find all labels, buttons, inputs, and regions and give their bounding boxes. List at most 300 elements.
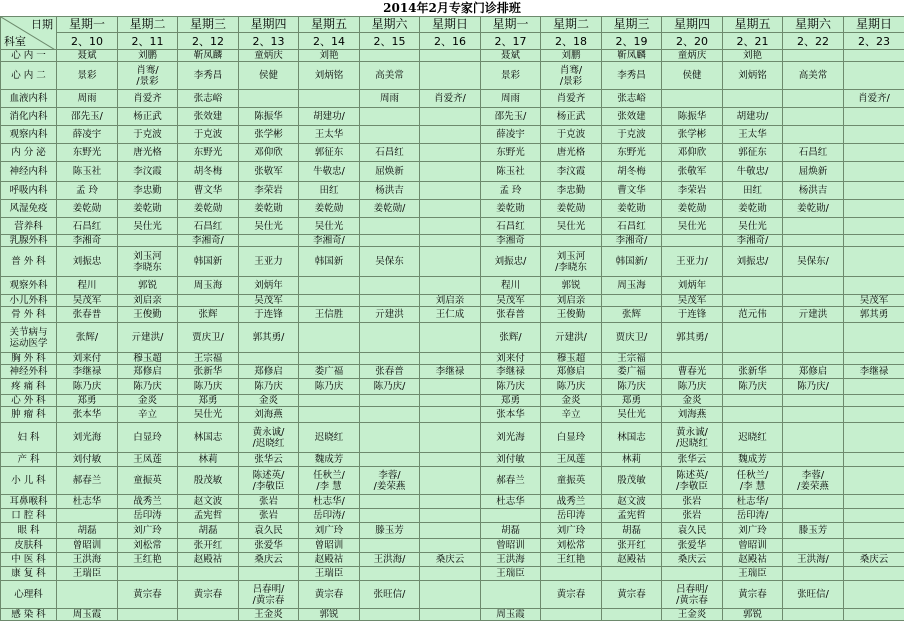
doctor-cell xyxy=(299,277,360,295)
doctor-name: 林莉 xyxy=(178,454,238,465)
doctor-name: 王洪海/ xyxy=(783,554,843,565)
doctor-cell xyxy=(299,581,360,609)
doctor-cell xyxy=(178,353,239,365)
doctor-cell xyxy=(783,50,844,62)
doctor-cell xyxy=(178,323,239,353)
doctor-cell xyxy=(239,108,299,126)
doctor-name: 王太华 xyxy=(299,129,359,140)
doctor-cell xyxy=(57,495,118,509)
doctor-cell xyxy=(783,295,844,307)
doctor-name: 郭其勇 xyxy=(844,309,904,320)
doctor-name: 刘广玲 xyxy=(299,525,359,536)
doctor-name: 刘付敏 xyxy=(481,454,540,465)
doctor-cell xyxy=(541,395,602,407)
doctor-cell xyxy=(239,567,299,581)
doctor-name: 陈玉社 xyxy=(481,166,540,177)
schedule-row xyxy=(1,323,904,353)
doctor-cell xyxy=(481,567,541,581)
doctor-name: 王太华 xyxy=(723,129,782,140)
department-name-cell xyxy=(1,323,57,353)
doctor-name: 王瑞臣 xyxy=(481,568,540,579)
doctor-name: 牛敬忠/ xyxy=(723,166,782,177)
doctor-cell xyxy=(662,235,723,247)
doctor-cell xyxy=(360,144,420,162)
doctor-name: 李忠勤 xyxy=(118,185,177,196)
doctor-name: 童振英 xyxy=(118,475,177,486)
department-name-cell xyxy=(1,467,57,495)
doctor-cell xyxy=(57,295,118,307)
doctor-cell xyxy=(299,539,360,553)
doctor-name: 赵殿祜 xyxy=(299,554,359,565)
doctor-cell xyxy=(481,467,541,495)
doctor-cell xyxy=(420,495,481,509)
doctor-cell xyxy=(723,50,783,62)
doctor-name: 童振英 xyxy=(541,475,601,486)
schedule-row xyxy=(1,495,904,509)
doctor-cell xyxy=(541,509,602,523)
doctor-cell xyxy=(57,365,118,379)
doctor-cell xyxy=(118,277,178,295)
doctor-name: 辛立 xyxy=(541,409,601,420)
doctor-cell xyxy=(844,126,904,144)
schedule-row xyxy=(1,235,904,247)
doctor-name: 于克波 xyxy=(602,129,661,140)
doctor-name: 赵文波 xyxy=(178,496,238,507)
schedule-row xyxy=(1,467,904,495)
doctor-cell xyxy=(299,144,360,162)
doctor-cell xyxy=(360,553,420,567)
doctor-name: 张辉/ xyxy=(481,332,540,343)
department-name-cell xyxy=(1,247,57,277)
doctor-name: 王洪海 xyxy=(481,554,540,565)
doctor-cell xyxy=(723,423,783,453)
date-header-cell: 2、12 xyxy=(178,33,239,50)
doctor-cell xyxy=(118,200,178,218)
doctor-cell xyxy=(57,162,118,182)
doctor-cell xyxy=(844,353,904,365)
doctor-name: 邓仰欣 xyxy=(239,147,298,158)
doctor-name: 林国志 xyxy=(178,432,238,443)
doctor-name: 刘付敏 xyxy=(57,454,117,465)
doctor-cell xyxy=(602,182,662,200)
doctor-name: 刘鹏 xyxy=(118,50,177,61)
doctor-cell xyxy=(299,182,360,200)
doctor-cell xyxy=(662,581,723,609)
doctor-cell xyxy=(481,407,541,423)
doctor-cell xyxy=(844,235,904,247)
weekday-header-cell: 星期日 xyxy=(844,17,904,33)
doctor-name: 黄宗春 xyxy=(299,589,359,600)
doctor-cell xyxy=(602,365,662,379)
doctor-cell xyxy=(783,407,844,423)
doctor-name: 吕春明/ /黄宗春 xyxy=(239,584,298,606)
doctor-cell xyxy=(783,162,844,182)
doctor-cell xyxy=(178,509,239,523)
doctor-cell xyxy=(844,162,904,182)
date-header-cell: 2、11 xyxy=(118,33,178,50)
doctor-cell xyxy=(299,90,360,108)
doctor-cell xyxy=(541,247,602,277)
doctor-name: 张旺信/ xyxy=(783,589,843,600)
doctor-cell xyxy=(299,235,360,247)
doctor-cell xyxy=(723,365,783,379)
doctor-cell xyxy=(602,353,662,365)
doctor-name: 战秀兰 xyxy=(118,496,177,507)
doctor-cell xyxy=(118,182,178,200)
doctor-cell xyxy=(178,467,239,495)
doctor-name: 任秋兰/ /李 慧 xyxy=(299,470,359,492)
doctor-name: 于克波 xyxy=(178,129,238,140)
page-title: 2014年2月专家门诊排班 xyxy=(0,0,904,16)
doctor-cell xyxy=(57,581,118,609)
doctor-cell xyxy=(481,247,541,277)
doctor-cell xyxy=(360,182,420,200)
doctor-cell xyxy=(420,553,481,567)
doctor-cell xyxy=(57,567,118,581)
doctor-cell xyxy=(178,453,239,467)
doctor-cell xyxy=(481,144,541,162)
doctor-name: 岳印涛 xyxy=(541,510,601,521)
department-name-cell xyxy=(1,62,57,90)
doctor-cell xyxy=(481,379,541,395)
schedule-row xyxy=(1,200,904,218)
department-name-cell xyxy=(1,108,57,126)
schedule-row xyxy=(1,307,904,323)
doctor-name: 吴仕光 xyxy=(723,221,782,232)
doctor-cell xyxy=(844,277,904,295)
doctor-cell xyxy=(602,509,662,523)
doctor-cell xyxy=(118,379,178,395)
date-header-cell: 2、21 xyxy=(723,33,783,50)
corner-date-label: 日期 xyxy=(31,19,53,30)
doctor-cell xyxy=(178,307,239,323)
doctor-name: 刘松常 xyxy=(118,540,177,551)
doctor-name: 曾昭训 xyxy=(57,540,117,551)
doctor-cell xyxy=(844,295,904,307)
department-name: 风湿免疫 xyxy=(3,203,54,214)
doctor-cell xyxy=(541,62,602,90)
doctor-name: 陈乃庆/ xyxy=(360,381,419,392)
doctor-name: 刘光海 xyxy=(481,432,540,443)
doctor-name: 岳印涛/ xyxy=(299,510,359,521)
doctor-name: 周玉霞 xyxy=(57,609,117,620)
doctor-cell xyxy=(723,323,783,353)
doctor-name: 郭锐 xyxy=(299,609,359,620)
doctor-name: 刘启亲 xyxy=(541,295,601,306)
doctor-cell xyxy=(783,62,844,90)
doctor-cell xyxy=(118,353,178,365)
doctor-cell xyxy=(239,365,299,379)
doctor-cell xyxy=(420,62,481,90)
doctor-name: 李汶霞 xyxy=(541,166,601,177)
doctor-cell xyxy=(420,295,481,307)
doctor-name: 王凤莲 xyxy=(541,454,601,465)
doctor-name: 刘广玲 xyxy=(541,525,601,536)
doctor-cell xyxy=(481,126,541,144)
doctor-name: 邓仰欣 xyxy=(662,147,722,158)
doctor-cell xyxy=(239,467,299,495)
doctor-cell xyxy=(723,539,783,553)
doctor-cell xyxy=(844,567,904,581)
doctor-name: 刘海燕 xyxy=(239,409,298,420)
doctor-cell xyxy=(602,295,662,307)
doctor-name: 林国志 xyxy=(602,432,661,443)
doctor-cell xyxy=(602,307,662,323)
doctor-cell xyxy=(723,467,783,495)
doctor-name: 李湘奇/ xyxy=(299,235,359,246)
doctor-name: 郭其勇/ xyxy=(239,332,298,343)
doctor-cell xyxy=(602,218,662,235)
doctor-cell xyxy=(783,567,844,581)
doctor-name: 胡磊 xyxy=(602,525,661,536)
doctor-cell xyxy=(360,108,420,126)
doctor-cell xyxy=(541,182,602,200)
doctor-cell xyxy=(420,108,481,126)
doctor-cell xyxy=(299,467,360,495)
doctor-cell xyxy=(360,509,420,523)
doctor-cell xyxy=(118,295,178,307)
doctor-cell xyxy=(844,218,904,235)
doctor-name: 张辉 xyxy=(602,309,661,320)
doctor-cell xyxy=(602,247,662,277)
doctor-name: 陈乃庆 xyxy=(723,381,782,392)
doctor-cell xyxy=(541,235,602,247)
doctor-name: 郑修启 xyxy=(541,366,601,377)
doctor-cell xyxy=(541,553,602,567)
doctor-name: 姜乾勋/ xyxy=(783,203,843,214)
doctor-name: 张学彬 xyxy=(662,129,722,140)
department-name: 神经外科 xyxy=(3,366,54,377)
doctor-cell xyxy=(783,423,844,453)
doctor-name: 张辉 xyxy=(178,309,238,320)
doctor-cell xyxy=(118,423,178,453)
doctor-name: 黄宗春 xyxy=(178,589,238,600)
doctor-cell xyxy=(178,553,239,567)
doctor-cell xyxy=(118,567,178,581)
doctor-cell xyxy=(360,407,420,423)
doctor-cell xyxy=(723,553,783,567)
doctor-cell xyxy=(783,235,844,247)
doctor-cell xyxy=(541,90,602,108)
doctor-cell xyxy=(299,553,360,567)
doctor-name: 肖爱齐 xyxy=(118,93,177,104)
schedule-row xyxy=(1,379,904,395)
doctor-name: 黄宗春 xyxy=(541,589,601,600)
department-name: 心 内 二 xyxy=(3,70,54,81)
doctor-cell xyxy=(783,90,844,108)
doctor-name: 王洪海 xyxy=(57,554,117,565)
doctor-cell xyxy=(662,509,723,523)
doctor-name: 肖爱齐/ xyxy=(420,93,480,104)
doctor-cell xyxy=(783,453,844,467)
date-header-cell: 2、10 xyxy=(57,33,118,50)
doctor-name: 张敬军 xyxy=(239,166,298,177)
doctor-name: 姜乾勋 xyxy=(541,203,601,214)
doctor-name: 胡磊 xyxy=(481,525,540,536)
department-name: 观察外科 xyxy=(3,280,54,291)
doctor-cell xyxy=(178,218,239,235)
schedule-row xyxy=(1,126,904,144)
doctor-cell xyxy=(783,467,844,495)
doctor-cell xyxy=(118,235,178,247)
doctor-name: 邵先玉/ xyxy=(57,111,117,122)
doctor-name: 靳凤麟 xyxy=(602,50,661,61)
doctor-cell xyxy=(360,467,420,495)
doctor-cell xyxy=(541,453,602,467)
doctor-name: 吴仕光 xyxy=(602,409,661,420)
doctor-cell xyxy=(420,523,481,539)
doctor-name: 周雨 xyxy=(360,93,419,104)
department-name-cell xyxy=(1,277,57,295)
doctor-name: 王红艳 xyxy=(541,554,601,565)
date-header-cell: 2、19 xyxy=(602,33,662,50)
doctor-cell xyxy=(602,539,662,553)
doctor-name: 周雨 xyxy=(57,93,117,104)
doctor-name: 李蓉/ /姜荣燕 xyxy=(783,470,843,492)
doctor-cell xyxy=(662,379,723,395)
doctor-cell xyxy=(723,182,783,200)
doctor-name: 高美常 xyxy=(360,70,419,81)
doctor-cell xyxy=(118,62,178,90)
doctor-name: 郭其勇/ xyxy=(662,332,722,343)
doctor-name: 范元伟 xyxy=(723,309,782,320)
doctor-name: 东野光 xyxy=(602,147,661,158)
department-name-cell xyxy=(1,453,57,467)
weekday-header-cell: 星期二 xyxy=(118,17,178,33)
doctor-cell xyxy=(118,323,178,353)
doctor-cell xyxy=(662,453,723,467)
doctor-cell xyxy=(783,581,844,609)
doctor-cell xyxy=(420,407,481,423)
doctor-name: 姜乾勋 xyxy=(723,203,782,214)
doctor-cell xyxy=(118,50,178,62)
doctor-cell xyxy=(844,200,904,218)
doctor-cell xyxy=(178,126,239,144)
doctor-name: 韩国新 xyxy=(299,256,359,267)
doctor-cell xyxy=(57,453,118,467)
doctor-name: 张岩 xyxy=(662,510,722,521)
doctor-cell xyxy=(481,495,541,509)
doctor-cell xyxy=(420,218,481,235)
doctor-cell xyxy=(541,353,602,365)
department-name: 内 分 泌 xyxy=(3,147,54,158)
doctor-cell xyxy=(178,539,239,553)
doctor-cell xyxy=(57,539,118,553)
doctor-cell xyxy=(541,379,602,395)
doctor-cell xyxy=(360,495,420,509)
doctor-cell xyxy=(118,467,178,495)
department-name-cell xyxy=(1,395,57,407)
doctor-cell xyxy=(723,353,783,365)
doctor-name: 黄宗春 xyxy=(602,589,661,600)
doctor-name: 姜乾勋 xyxy=(57,203,117,214)
doctor-cell xyxy=(420,162,481,182)
doctor-name: 刘海燕 xyxy=(662,409,722,420)
doctor-name: 黄宗春 xyxy=(723,589,782,600)
doctor-name: 周玉海 xyxy=(178,280,238,291)
doctor-cell xyxy=(118,495,178,509)
doctor-cell xyxy=(360,50,420,62)
department-name-cell xyxy=(1,553,57,567)
doctor-name: 娄广福 xyxy=(602,366,661,377)
department-name: 乳腺外科 xyxy=(3,235,54,246)
doctor-name: 李继禄 xyxy=(420,366,480,377)
doctor-cell xyxy=(541,295,602,307)
doctor-cell xyxy=(723,200,783,218)
doctor-name: 张效建 xyxy=(178,111,238,122)
doctor-cell xyxy=(662,182,723,200)
doctor-cell xyxy=(239,553,299,567)
doctor-name: 程川 xyxy=(57,280,117,291)
doctor-name: 刘来付 xyxy=(57,353,117,364)
doctor-cell xyxy=(239,182,299,200)
schedule-row xyxy=(1,407,904,423)
doctor-name: 王宗福 xyxy=(178,353,238,364)
doctor-name: 杜志华 xyxy=(481,496,540,507)
doctor-name: 于克波 xyxy=(118,129,177,140)
department-name-cell xyxy=(1,295,57,307)
date-header-cell: 2、17 xyxy=(481,33,541,50)
doctor-name: 魏成芳 xyxy=(299,454,359,465)
department-name: 中 医 科 xyxy=(3,554,54,565)
doctor-name: 郑修启 xyxy=(783,366,843,377)
weekday-header-cell: 星期四 xyxy=(662,17,723,33)
department-name-cell xyxy=(1,353,57,365)
doctor-name: 周雨 xyxy=(481,93,540,104)
department-name-cell xyxy=(1,581,57,609)
doctor-name: 郝春兰 xyxy=(57,475,117,486)
doctor-name: 李湘奇/ xyxy=(602,235,661,246)
doctor-name: 郭锐 xyxy=(541,280,601,291)
doctor-cell xyxy=(662,539,723,553)
doctor-cell xyxy=(844,509,904,523)
doctor-cell xyxy=(118,395,178,407)
doctor-cell xyxy=(239,277,299,295)
doctor-name: 穆玉超 xyxy=(541,353,601,364)
doctor-cell xyxy=(602,553,662,567)
doctor-name: 亓建洪 xyxy=(783,309,843,320)
doctor-cell xyxy=(57,144,118,162)
doctor-name: 战秀兰 xyxy=(541,496,601,507)
doctor-cell xyxy=(420,379,481,395)
doctor-cell xyxy=(57,323,118,353)
schedule-row xyxy=(1,523,904,539)
doctor-name: 桑庆云 xyxy=(662,554,722,565)
doctor-cell xyxy=(602,108,662,126)
doctor-name: 金炎 xyxy=(118,395,177,406)
doctor-cell xyxy=(118,581,178,609)
doctor-name: 王金炎 xyxy=(662,609,722,620)
doctor-cell xyxy=(178,50,239,62)
doctor-cell xyxy=(723,307,783,323)
doctor-cell xyxy=(360,353,420,365)
doctor-cell xyxy=(723,218,783,235)
weekday-header-cell: 星期三 xyxy=(178,17,239,33)
doctor-name: 刘广玲 xyxy=(118,525,177,536)
doctor-name: 肖骞/ /景彩 xyxy=(118,65,177,87)
doctor-cell xyxy=(360,453,420,467)
doctor-cell xyxy=(844,144,904,162)
doctor-cell xyxy=(662,395,723,407)
doctor-cell xyxy=(118,509,178,523)
department-name: 口 腔 科 xyxy=(3,510,54,521)
doctor-name: 吴仕光 xyxy=(299,221,359,232)
doctor-cell xyxy=(602,200,662,218)
doctor-cell xyxy=(723,379,783,395)
doctor-cell xyxy=(602,379,662,395)
doctor-name: 韩国新 xyxy=(178,256,238,267)
doctor-cell xyxy=(602,90,662,108)
